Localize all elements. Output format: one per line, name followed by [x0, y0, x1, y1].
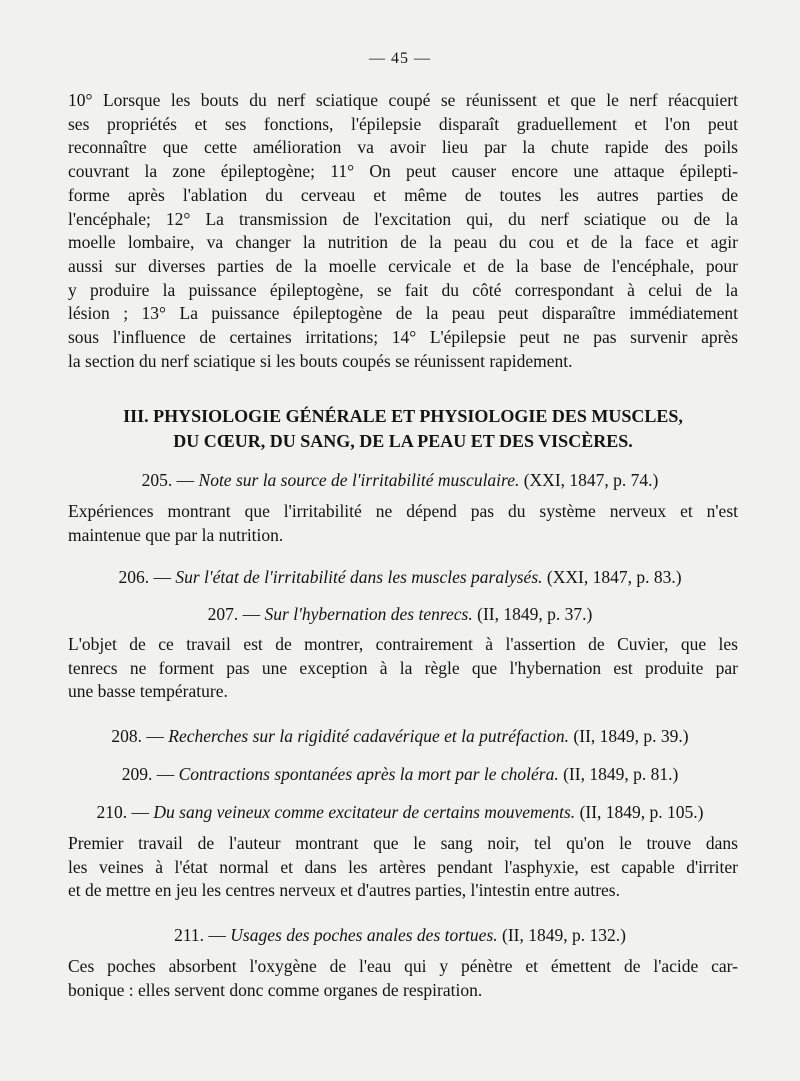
text-line: ses propriétés et ses fonctions, l'épilepsie disparaît graduellement et l'on peut [68, 113, 738, 134]
entry-number: 207. — [207, 604, 261, 624]
text-line: sous l'influence de certaines irritations; 14° L'épilepsie peut ne pas survenir après [68, 327, 738, 348]
entry-number: 208. — [111, 726, 164, 746]
entry-210 [0, 802, 800, 823]
entry-209 [0, 764, 800, 785]
entry-205-description [68, 500, 738, 547]
text-line: l'encéphale; 12° La transmission de l'excitation qui, du nerf sciatique ou de la [68, 208, 738, 229]
entry-reference: (II, 1849, p. 37.) [477, 604, 593, 624]
entry-title: Sur l'état de l'irritabilité dans les muscles paralysés. [175, 567, 543, 587]
entry-number: 210. — [96, 802, 149, 822]
entry-reference: (II, 1849, p. 105.) [579, 802, 704, 822]
text-line: Expériences montrant que l'irritabilité ne dépend pas du système nerveux et n'est [68, 501, 738, 521]
text-line: moelle lombaire, va changer la nutrition de la peau du cou et de la face et agir [68, 232, 738, 253]
text-line: forme après l'ablation du cerveau et même de toutes les autres parties de [68, 184, 738, 205]
entry-206 [0, 567, 800, 588]
entry-title: Note sur la source de l'irritabilité musculaire. [198, 470, 520, 490]
text-line: Premier travail de l'auteur montrant que le sang noir, tel qu'on le trouve dans [68, 833, 738, 853]
entry-208 [0, 726, 800, 747]
entry-number: 211. — [174, 925, 226, 945]
text-line: tenrecs ne forment pas une exception à la règle que l'hybernation est produite par [68, 657, 738, 678]
entry-reference: (II, 1849, p. 132.) [502, 925, 626, 945]
entry-210-description [68, 832, 738, 903]
text-line: maintenue que par la nutrition. [68, 524, 284, 545]
entry-reference: (II, 1849, p. 39.) [573, 726, 689, 746]
entry-211-description [68, 955, 738, 1002]
entry-title: Usages des poches anales des tortues. [230, 925, 498, 945]
text-line: bonique : elles servent donc comme organes de respiration. [68, 979, 483, 1000]
entry-title: Contractions spontanées après la mort par le choléra. [178, 764, 559, 784]
intro-paragraph [68, 89, 738, 373]
text-line: aussi sur diverses parties de la moelle cervicale et de la base de l'encéphale, pour [68, 255, 738, 276]
text-line: et de mettre en jeu les centres nerveux et d'autres parties, l'intestin entre autres. [68, 880, 620, 901]
page-number: — 45 — [369, 50, 431, 67]
entry-reference: (XXI, 1847, p. 83.) [546, 567, 682, 587]
entry-211 [0, 925, 800, 946]
text-line: reconnaître que cette amélioration va avoir lieu par la chute rapide des poils [68, 137, 738, 158]
entry-reference: (II, 1849, p. 81.) [563, 764, 679, 784]
entry-207 [0, 604, 800, 625]
text-line: L'objet de ce travail est de montrer, contrairement à l'assertion de Cuvier, que les [68, 634, 738, 654]
section-heading [68, 404, 738, 454]
text-line: une basse température. [68, 681, 228, 702]
text-line: la section du nerf sciatique si les bouts coupés se réunissent rapidement. [68, 350, 573, 371]
section-heading-line: DU CŒUR, DU SANG, DE LA PEAU ET DES VISCÈRES. [173, 431, 633, 451]
entry-reference: (XXI, 1847, p. 74.) [523, 470, 659, 490]
text-line: y produire la puissance épileptogène, se fait du côté correspondant à celui de la [68, 279, 738, 300]
text-line: les veines à l'état normal et dans les artères pendant l'asphyxie, est capable d'irriter [68, 856, 738, 877]
text-line: Ces poches absorbent l'oxygène de l'eau qui y pénètre et émettent de l'acide car- [68, 956, 738, 976]
entry-number: 209. — [121, 764, 175, 784]
entry-number: 205. — [141, 470, 195, 490]
entry-207-description [68, 633, 738, 704]
entry-title: Recherches sur la rigidité cadavérique et la putréfaction. [168, 726, 570, 746]
entry-205 [0, 470, 800, 491]
entry-number: 206. — [118, 567, 171, 587]
text-line: couvrant la zone épileptogène; 11° On peut causer encore une attaque épilepti- [68, 161, 738, 182]
section-heading-line: III. PHYSIOLOGIE GÉNÉRALE ET PHYSIOLOGIE DES MUSCLES, [123, 406, 683, 426]
entry-title: Du sang veineux comme excitateur de certains mouvements. [153, 802, 576, 822]
entry-title: Sur l'hybernation des tenrecs. [264, 604, 473, 624]
text-line: lésion ; 13° La puissance épileptogène de la peau peut disparaître immédiatement [68, 303, 738, 324]
text-line: 10° Lorsque les bouts du nerf sciatique coupé se réunissent et que le nerf réacquiert [68, 90, 738, 110]
